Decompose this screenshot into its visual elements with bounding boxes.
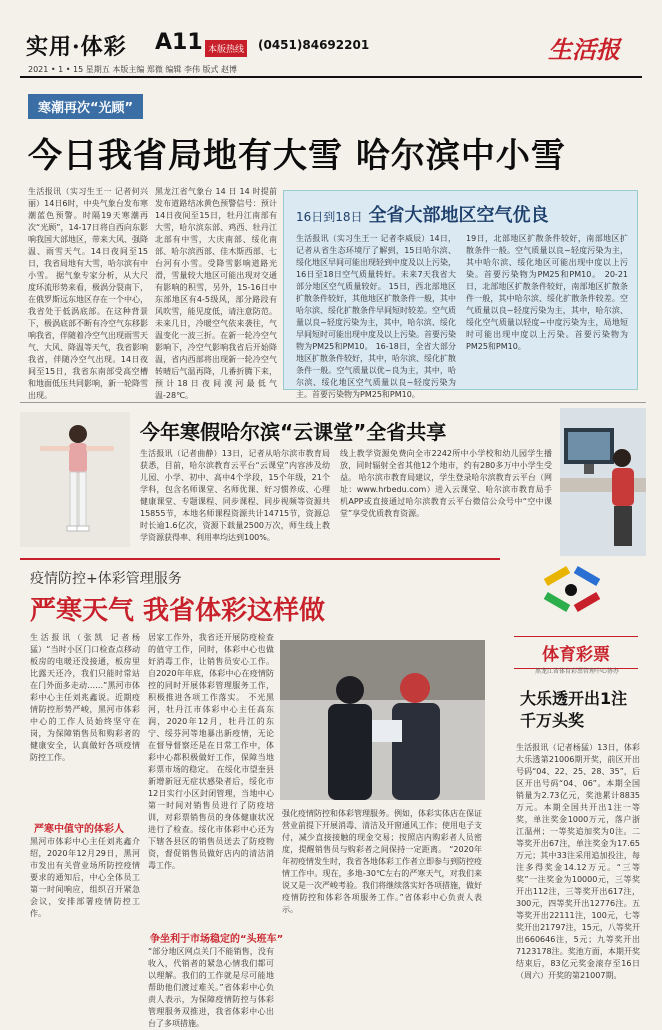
inspection-photo (280, 640, 485, 800)
hotline-number: (0451)84692201 (258, 38, 370, 52)
article-column (282, 808, 482, 1018)
article-column (28, 186, 148, 401)
main-headline: 今日我省局地有大雪 哈尔滨中小雪 (28, 136, 566, 176)
article-text: 16-18日，全省大部分地区扩散条件较好，其中，哈尔滨、绥化扩散条件一般。空气质量以优~良为主，其中，哈尔滨、绥化地区空气质量以良~轻度污染为主。首要污染物为PM25和PM10。 (296, 342, 457, 399)
air-quality-title (296, 201, 549, 227)
article-text: 不光黑河，牡丹江市体彩中心主任高东润，2020年12月，牡丹江的东宁、绥芬河等地暴出新疫情，无论在督导督察还是在日常工作中，体彩中心都积极做好工作，保障当地彩票市场的稳定。 (148, 693, 275, 774)
article-text: 生活报讯（记者曲静）13日，记者从哈尔滨市教育局获悉，目前，哈尔滨教育云平台“云课堂”内容涉及幼儿园、小学、初中、高中4个学段，15个年级，21个学科，包含名师课堂、名师优课、好习惯养成、心理健康课堂、专题课程、同步课程、同步视频等资源共15855节，本地名师课程资源共计14715节，资源总时长逾1.6亿次，资源下载量2500万次，师生线上教学资源获得率、利用率均达到100%。 (140, 449, 330, 542)
page-number: A11 (155, 30, 203, 55)
article-text: 居家工作外，我省还开展防疫检查的值守工作，同时，体彩中心也做好消毒工作，让销售员安心工作。自2020年年底，体彩中心在疫情防控的同时开展体彩管理服务工作，积极推进各项工作落实。 (148, 633, 274, 702)
article-text: 15日，西北部地区扩散条件较好，其他地区扩散条件一般，其中哈尔滨、绥化扩散条件早间短时较差。空气质量以良~轻度污染为主，其中，哈尔滨、绥化早间短时可能出现中度及以上污染。首要污染物为PM25和PM10。 (296, 282, 456, 351)
article-text: 生活报讯（记者杨猛）13日，体彩大乐透第21006期开奖，前区开出号码“04、22、25、28、35”，后区开出号码“04、06”。本期全国销量为2.73亿元，奖池累计8835万元。本期全国共开出1注一等奖，单注奖金1000万元，落户浙江温州；一等奖追加奖为0注。二等奖开出67注，单注奖金为17.65万元；其中33注采用追加投注，每注多得奖金14.12万元。“三等奖”一注奖金为10000元，三等奖开出112注，三等奖开出617注，300元，四等奖开出12776注。五等奖开出22111注，100元，七等奖开出21797注，15元，八等奖开出660646注，5元；九等奖开出7123178注。奖池方面，本期开奖结束后，83亿元奖金滚存至16日（周六）开奖的第21007期。 (516, 743, 640, 980)
newspaper-logo: 生活报 (548, 35, 620, 64)
air-quality-box (283, 190, 638, 399)
article-text: 黑龙江省气象台 14 日 14 时提前发布道路结冰黄色预警信号：预计14日夜间至15日，牡丹江南部有大雪，哈尔滨东部、鸡西、牡丹江北部有中雪，大庆南部、绥化南部、哈尔滨西部、佳木斯西部、七台河有小雪。受降雪影响道路光滑，雪量较大地区可能出现对交通有影响的积雪，另外，15-16日中东部地区有4-5级风，部分路段有风吹雪，能见度低，请注意防范。 (155, 187, 277, 316)
air-quality-heading: 全省大部地区空气优良 (368, 205, 549, 226)
sports-kicker: 疫情防控+体彩管理服务 (30, 571, 182, 587)
subheading: 严寒中值守的体彩人 (34, 824, 124, 835)
article-column (155, 186, 277, 401)
article-text: 生活报讯（实习生王一 记者何兴丽）14日6时，中央气象台发布寒潮蓝色预警。时隔19天寒潮再次“光顾”，14-17日将自西向东影响我国大部地区，带来大风、强降温、雨雪天气。14日夜间至15日，我省局地有大雪，哈尔滨有中小雪。 (28, 187, 148, 280)
article-text: 生活报讯（实习生王一 记者李威辰）14日，记者从省生态环境厅了解到，15日哈尔滨、绥化地区早间可能出现轻到中度及以上污染，16日至18日空气质量转好。未来7天我省大部分地区空气质量较好。 (296, 234, 456, 291)
lottery-name: 体育彩票 (514, 636, 638, 669)
article-text: 黑河市体彩中心主任刘兆鑫介绍，2020年12月29日，黑河市发出有关营业场所防控疫情要求的通知后，中心全体员工第一时间响应，组织召开紧急会议，安排部署疫情防控工作。 (30, 837, 140, 918)
subheading: 争坐利于市场稳定的“头班车” (150, 934, 284, 945)
hotline-label: 本版热线 (205, 40, 247, 57)
article-text: 19日，北部地区扩散条件较好，南部地区扩散条件一般。空气质量以良~轻度污染为主，其中哈尔滨、绥化地区可能出现中度以上污染。首要污染物为PM25和PM10。 (466, 234, 628, 279)
article-column (296, 233, 457, 399)
article-column (140, 448, 330, 548)
header-rule (20, 76, 642, 78)
article-column (466, 233, 628, 383)
section-title: 实用·体彩 (26, 34, 127, 60)
article-text: 未来几日，冷暖空气依来袭往，气温变化一波三折。在新一轮冷空气影响下，冷空气影响我省后开始降温，省内西部将出现新一轮冷空气转晴后气温再降，几番折腾下来，预计18日夜间漠河最低气温-28℃。 (155, 319, 277, 400)
ketang-headline: 今年寒假哈尔滨“云课堂”全省共享 (140, 420, 447, 444)
article-text: 据气象专家分析，从大尺度环流形势来看，极涡分裂南下，在俄罗斯远东地区存在一个中心，我省处于低涡底部。在这种背景下，极涡底部不断有冷空气东移影响我省，伴随着冷空气出现雨雪天气、大风、降温等天气，我省影响我省，伴随冷空气出现。14日夜间至15日，我省东南部受高空槽和地面低压共同影响，新一轮降雪出现。 (28, 271, 149, 400)
lottery-panel (506, 558, 646, 1024)
lottery-headline: 大乐透开出1注千万头奖 (520, 689, 628, 730)
article-text: 生活报讯（张凯 记者杨猛）“当时小区门口检查点移动板房的电暖还没接通，板房里比露天还冷，我们只能时常站在门外面多走动……”黑河市体彩中心主任刘兆鑫说。近期疫情防控形势严峻，黑河市体彩中心的工作人员始终坚守在岗，为保障销售员和购彩者的健康安全，认真做好各项疫情防控工作。 (30, 633, 140, 762)
student-at-computer (560, 408, 646, 556)
teacher-photo (20, 412, 130, 547)
article-text: “2020年年初疫情发生时，我省各地体彩工作者立即参与到防控疫情工作中。现在，多地-30℃左右的严寒天气，对我们来说又是一次严峻考验。我们将继续落实好各项措施，做好疫情防控和体彩各项服务工作。”省体彩中心负责人表示。 (282, 845, 483, 914)
staff-checking-figure (280, 640, 485, 800)
story-kicker: 寒潮再次“光顾” (28, 94, 143, 119)
article-text: 20-21日，北部地区扩散条件较好，南部地区扩散条件一般，其中哈尔滨、绥化扩散条件较差。空气质量以良~轻度污染为主，其中，哈尔滨、绥化空气质量以轻度~中度污染为主，局地短时可能出现中度以上污染。首要污染物为PM25和PM10。 (466, 270, 628, 351)
article-text: 哈尔滨市教育局建议，学生登录哈尔滨教育云平台（网址：www.hrbedu.com）进入云课堂、哈尔滨市教育局手机APP或直接通过哈尔滨教育云平台微信公众号中“空中课堂”享受优质教育资源。 (340, 473, 553, 518)
lottery-sponsor: 黑龙江省体育彩票管理中心协办 (534, 668, 619, 675)
article-column (148, 946, 274, 1028)
article-column (340, 448, 552, 548)
article-text: 在绥化市望奎县新增新冠无症状感染者后，绥化市12日实行小区封闭管理，当地中心第一时间对销售员进行了防疫培训，对彩票销售员的身体健康状况进行了检查。绥化市体彩中心还为下辖各县区的销售员送去了防疫物资，督促销售员做好店内的清洁消毒工作。 (148, 765, 275, 870)
student-photo (560, 408, 646, 556)
air-quality-dates: 16日到18日 (296, 210, 363, 224)
section-divider (20, 402, 646, 403)
page-header (0, 0, 662, 78)
article-column (30, 836, 140, 1016)
article-text: “部分地区网点关门不能销售，没有收入，代销者的紧急心情我们都可以理解。我们的工作就是尽可能地帮助他们渡过难关。”省体彩中心负责人表示，为保障疫情防控与体彩管理服务双推进，我省体彩中心出台了多项措施。 (148, 947, 274, 1028)
article-text: 强化疫情防控和体彩管理服务。例如，体彩实体店在保证营业前提下开展消毒、清洁及开窗通风工作；使用电子支付，减少直接接触的现金交易；按照店内购彩者人员密度，提醒销售员与购彩者之间保持一定距离。 (282, 809, 482, 854)
sports-headline: 严寒天气 我省体彩这样做 (30, 596, 326, 626)
sports-lottery-logo-icon (536, 568, 606, 628)
teacher-figure (20, 412, 130, 547)
date-line: 2021 • 1 • 15 星期五 本版主编 郑微 编辑 李伟 版式 赵博 (28, 65, 238, 74)
article-column (516, 742, 640, 1020)
article-text: 线上教学资源免费向全市2242所中小学校和幼儿园学生播放，同时辐射全省其他12个地市，约有280多万中小学生受益。 (340, 449, 552, 482)
